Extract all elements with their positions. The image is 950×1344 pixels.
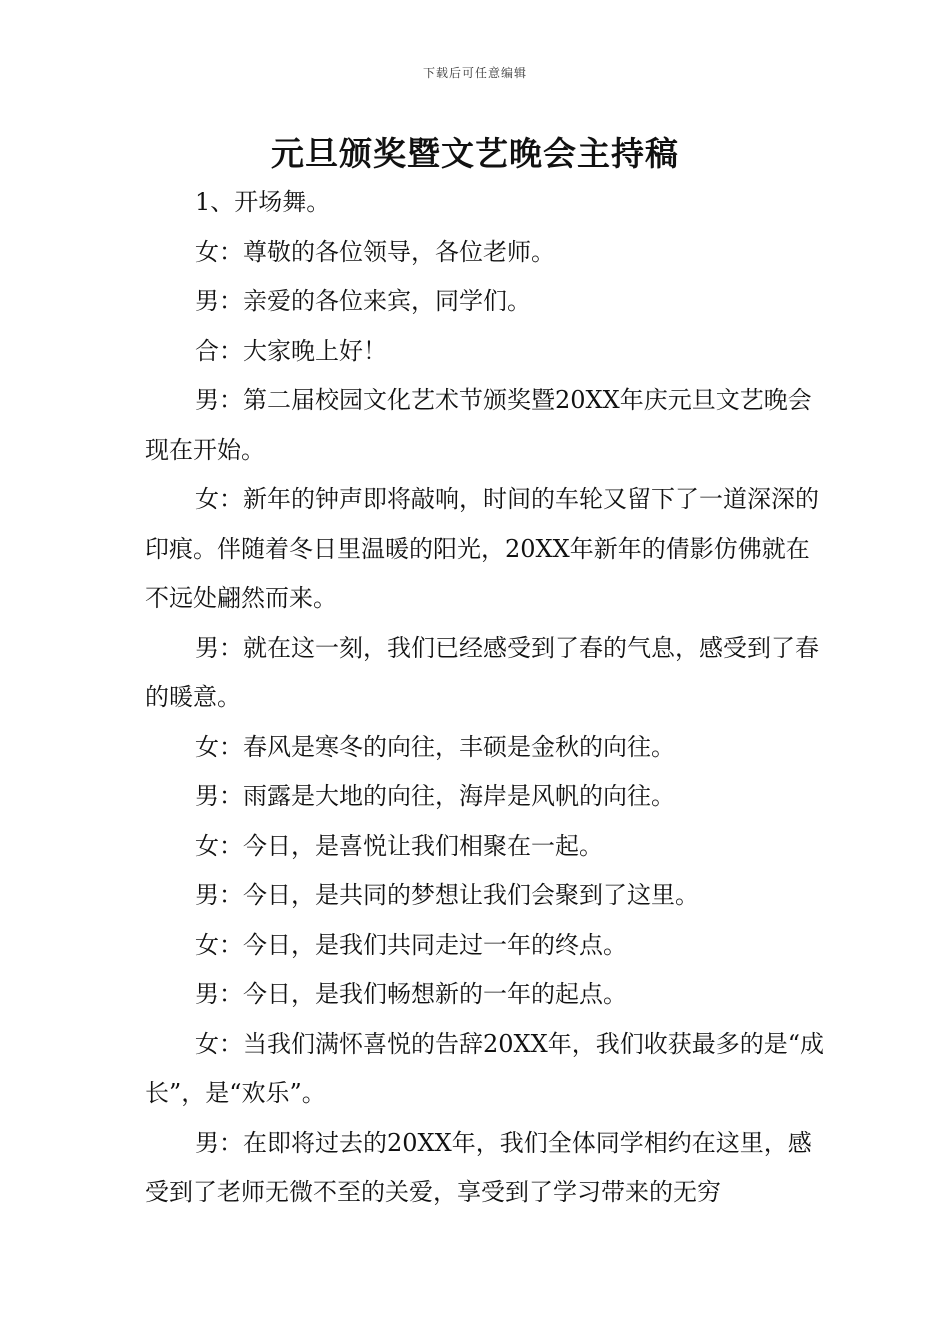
paragraph: 男：第二届校园文化艺术节颁奖暨20XX年庆元旦文艺晚会现在开始。 — [145, 386, 812, 464]
document-body — [145, 178, 825, 1218]
paragraph: 男：今日，是我们畅想新的一年的起点。 — [195, 980, 627, 1008]
paragraph: 男：今日，是共同的梦想让我们会聚到了这里。 — [195, 881, 699, 909]
paragraph-opening-dance: 1、开场舞。 — [195, 188, 331, 216]
paragraph: 女：今日，是喜悦让我们相聚在一起。 — [195, 831, 603, 860]
paragraph: 女：尊敬的各位领导，各位老师。 — [195, 237, 555, 266]
paragraph: 男：就在这一刻，我们已经感受到了春的气息，感受到了春的暖意。 — [145, 633, 819, 711]
paragraph: 男：雨露是大地的向往，海岸是风帆的向往。 — [195, 782, 675, 810]
paragraph: 女：当我们满怀喜悦的告辞20XX年，我们收获最多的是“成长”，是“欢乐”。 — [145, 1029, 824, 1107]
paragraph: 女：新年的钟声即将敲响，时间的车轮又留下了一道深深的印痕。伴随着冬日里温暖的阳光，20XX年新年的倩影仿佛就在不远处翩然而来。 — [145, 485, 819, 612]
paragraph: 女：今日，是我们共同走过一年的终点。 — [195, 930, 627, 959]
paragraph: 男：亲爱的各位来宾，同学们。 — [195, 287, 531, 315]
document-title: 元旦颁奖暨文艺晚会主持稿 — [271, 134, 679, 173]
page-header-note: 下载后可任意编辑 — [422, 66, 527, 80]
paragraph: 男：在即将过去的20XX年，我们全体同学相约在这里，感受到了老师无微不至的关爱，享受到了学习带来的无穷 — [145, 1128, 812, 1206]
paragraph: 合：大家晚上好！ — [195, 336, 387, 365]
paragraph: 女：春风是寒冬的向往，丰硕是金秋的向往。 — [195, 732, 675, 761]
